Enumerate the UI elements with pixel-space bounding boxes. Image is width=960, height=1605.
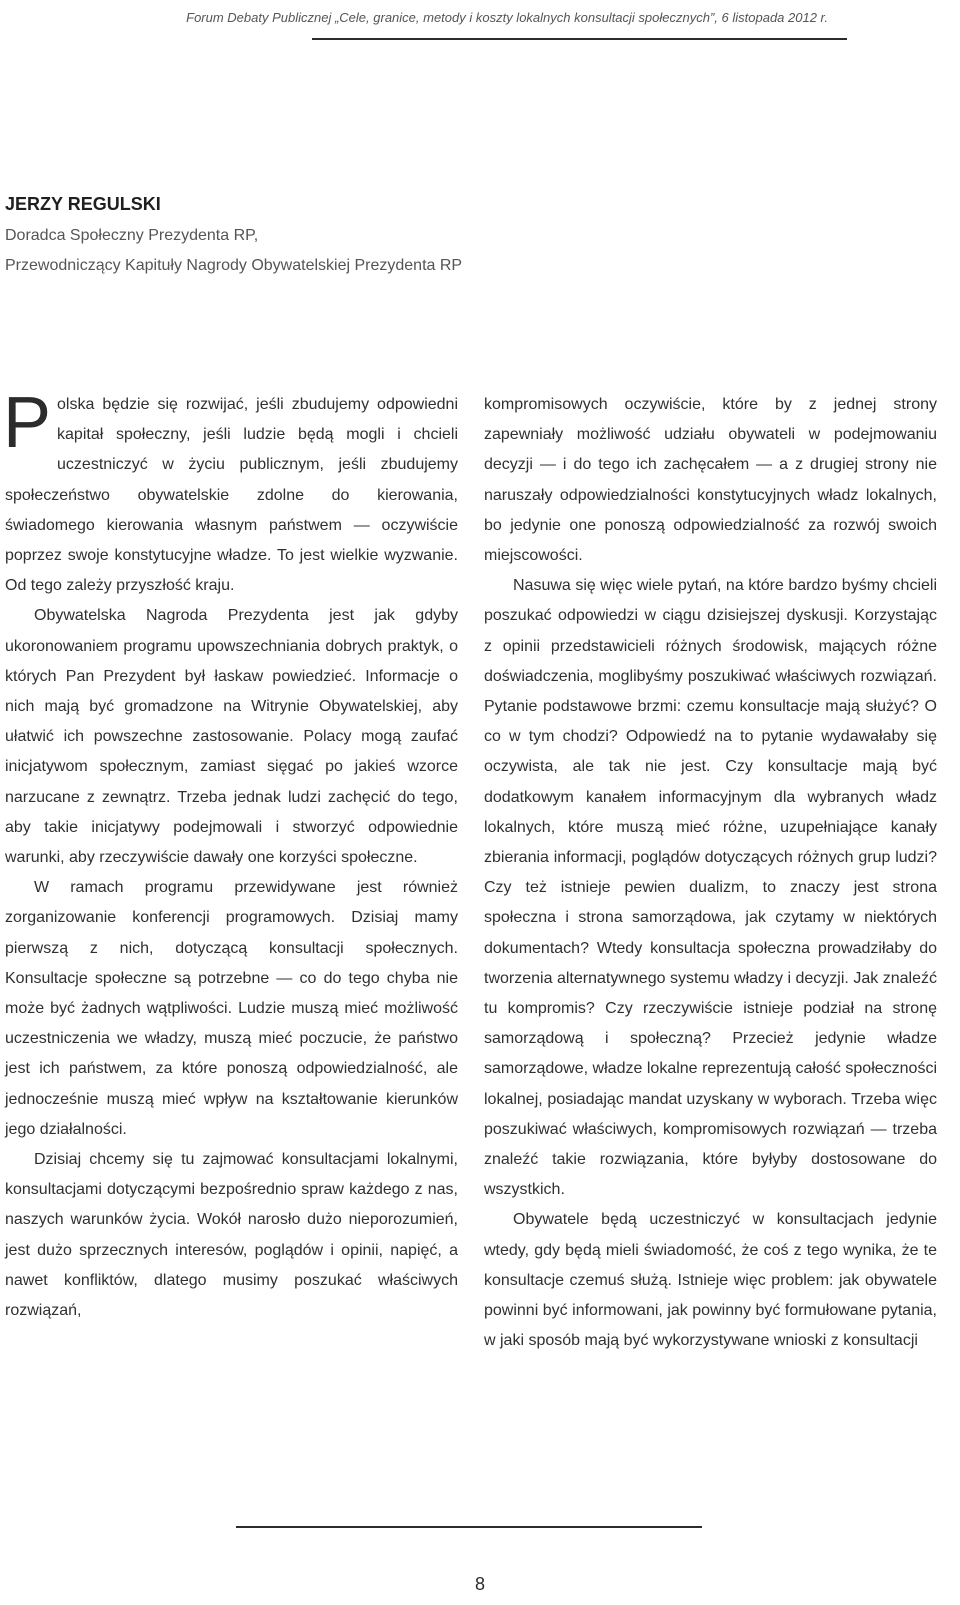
running-header: Forum Debaty Publicznej „Cele, granice, metody i koszty lokalnych konsultacji społecznych”, 6 listopada 2012 r. [186,10,828,25]
page-number: 8 [474,1574,485,1594]
right-column [484,390,937,1357]
header-divider [312,38,847,40]
left-column [3,383,458,1326]
paragraph [3,383,458,601]
paragraph: W ramach programu przewidywane jest również zorganizowanie konferencji programowych. Dzisiaj mamy pierwszą z nich, dotyczącą konsultacji społecznych. Konsultacje społeczne są potrzebne — co do tego chyba nie może być żadnych wątpliwości. Ludzie muszą mieć możliwość uczestniczenia we władzy, muszą mieć poczucie, że państwo jest ich państwem, za które ponoszą odpowiedzialność, ale jednocześnie muszą mieć wpływ na kształtowanie kierunków jego działalności. [5,879,458,1138]
paragraph: Nasuwa się więc wiele pytań, na które bardzo byśmy chcieli poszukać odpowiedzi w ciągu dzisiejszej dyskusji. Korzystając z opinii przedstawicieli różnych środowisk, mających różne doświadczenia, moglibyśmy poszukiwać właściwych rozwiązań. Pytanie podstawowe brzmi: czemu konsultacje mają służyć? O co w tym chodzi? Odpowiedź na to pytanie wydawałaby się oczywista, ale tak nie jest. Czy konsultacje mają być dodatkowym kanałem informacyjnym dla wybranych władz lokalnych, które muszą mieć różne, uzupełniające kanały zbierania informacji, poglądów dotyczących różnych grup ludzi? Czy też istnieje pewien dualizm, to znaczy jest strona społeczna i strona samorządowa, jak czytamy w niektórych dokumentach? Wtedy konsultacja społeczna prowadziłaby do tworzenia alternatywnego systemu władzy i decyzji. Jak znaleźć tu kompromis? Czy rzeczywiście istnieje podział na stronę samorządową i społeczną? Przecież jedynie władze samorządowe, władze lokalne reprezentują całość społeczności lokalnej, posiadając mandat uzyskany w wyborach. Trzeba więc poszukiwać właściwych, kompromisowych rozwiązań — trzeba znaleźć takie rozwiązania, które byłyby dostosowane do wszystkich. [484,577,937,1199]
paragraph: Dzisiaj chcemy się tu zajmować konsultacjami lokalnymi, konsultacjami dotyczącymi bezpośrednio spraw każdego z nas, naszych warunków życia. Wokół narosło dużo nieporozumień, jest dużo sprzecznych interesów, poglądów i opinii, napięć, a nawet konfliktów, dlatego musimy poszukać właściwych rozwiązań, [5,1151,458,1320]
paragraph-text: olska będzie się rozwijać, jeśli zbudujemy odpowiedni kapitał społeczny, jeśli ludzie będą mogli i chcieli uczestniczyć w życiu publicznym, jeśli zbudujemy społeczeństwo obywatelskie zdolne do kierowania, świadomego kierowania własnym państwem — oczywiście poprzez swoje konstytucyjne władze. To jest wielkie wyzwanie. Od tego zależy przyszłość kraju. [5,396,458,595]
footer-divider [236,1526,702,1528]
author-name: JERZY REGULSKI [5,194,161,214]
drop-cap: P [3,383,52,463]
paragraph: Obywatelska Nagroda Prezydenta jest jak gdyby ukoronowaniem programu upowszechniania dobrych praktyk, o których Pan Prezydent był łaskaw powiedzieć. Informacje o nich mają być gromadzone na Witrynie Obywatelskiej, aby ułatwić ich powszechne zastosowanie. Polacy mogą zaufać inicjatywom społecznym, zamiast sięgać po jakieś wzorce narzucane z zewnątrz. Trzeba jednak ludzi zachęcić do tego, aby takie inicjatywy podejmowali i stworzyć odpowiednie warunki, aby rzeczywiście dawały one korzyści społeczne. [5,607,458,867]
author-role-line-1: Doradca Społeczny Prezydenta RP, [5,227,259,244]
author-role-line-2: Przewodniczący Kapituły Nagrody Obywatelskiej Prezydenta RP [5,257,463,274]
paragraph: kompromisowych oczywiście, które by z jednej strony zapewniały możliwość udziału obywateli w podejmowaniu decyzji — i do tego ich zachęcałem — a z drugiej strony nie naruszały odpowiedzialności konstytucyjnych władz lokalnych, bo jedynie one ponoszą odpowiedzialność za rozwój swoich miejscowości. [484,396,937,565]
paragraph: Obywatele będą uczestniczyć w konsultacjach jedynie wtedy, gdy będą mieli świadomość, że coś z tego wynika, że te konsultacje czemuś służą. Istnieje więc problem: jak obywatele powinni być informowani, jak powinny być formułowane pytania, w jaki sposób mają być wykorzystywane wnioski z konsultacji [484,1211,937,1350]
